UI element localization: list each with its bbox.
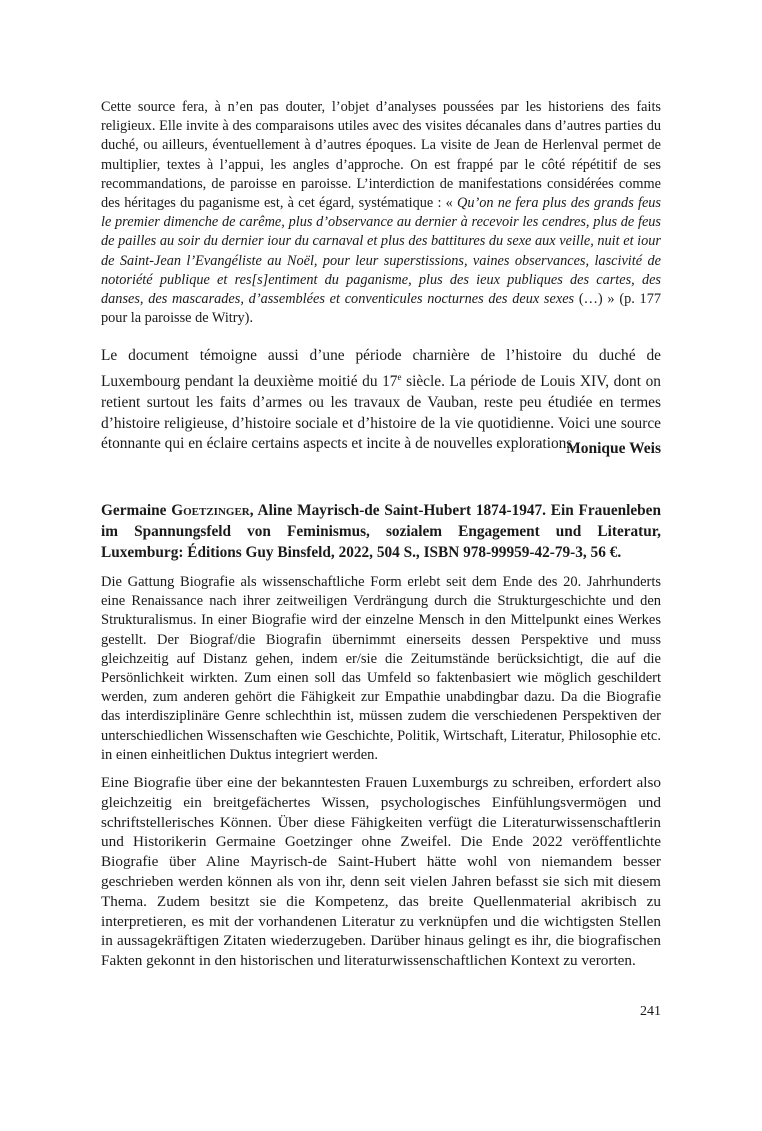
- review2-title-rest: , Aline Mayrisch-de Saint-Hubert 1874-1947. Ein Frauenleben im Spannungsfeld von Feminismus, sozialem Engagement und Literatur, Luxemburg: Éditions Guy Binsfeld, 2022, 504 S., ISBN 978-99959-42-79-3, 56 €.: [101, 502, 661, 561]
- review1-p2-text: Le document témoigne aussi d’une période charnière de l’histoire du duché de Luxembourg pendant la deuxième moitié du 17: [101, 347, 661, 390]
- review2-paragraph-1: Die Gattung Biografie als wissenschaftliche Form erlebt seit dem Ende des 20. Jahrhunderts eine Renaissance nach ihrer zeitweiligen Verdrängung durch die Strukturgeschichte und den Strukturalismus. In einer Biografie wird der einzelne Mensch in den Mittelpunkt eines Werkes gestellt. Der Biograf/die Biografin übernimmt einerseits dessen Perspektive und muss gleichzeitig auf Distanz gehen, indem er/sie die Zeitumstände berücksichtigt, die auf die Persönlichkeit wirkten. Zum einen soll das Umfeld so faktenbasiert wie möglich geschildert werden, zum anderen gehört die Fähigkeit zur Empathie unabdingbar dazu. Da die Biografie das interdisziplinäre Genre schlechthin ist, müssen zudem die verschiedenen Perspektiven der unterschiedlichen Wissenschaften wie Geschichte, Politik, Wirtschaft, Literatur, Philosophie etc. in einen einheitlichen Duktus integriert werden.: [101, 574, 661, 763]
- review2-author-first: Germaine: [101, 502, 172, 519]
- review1-paragraph-1: [101, 98, 661, 328]
- page-number: 241: [640, 1004, 661, 1019]
- review1-p2-end: siècle. La période de Louis XIV, dont on retient surtout les faits d’armes ou les travaux de Vauban, reste peu étudiée en termes d’histoire religieuse, d’histoire sociale et d’histoire de la vie quotidienne. Voici une source étonnante qui en éclaire certains aspects et incite à de nouvelles explorations.: [101, 372, 661, 453]
- century-superscript: e: [397, 371, 402, 382]
- review2-heading: [101, 500, 661, 563]
- review1-signature: Monique Weis: [566, 440, 661, 457]
- review1-p1-text: Cette source fera, à n’en pas douter, l’objet d’analyses poussées par les historiens des faits religieux. Elle invite à des comparaisons utiles avec des visites décanales dans d’autres parties du duché, ou ailleurs, éventuellement à d’autres époques. La visite de Jean de Herlenval permet de multiplier, textes à l’appui, les angles d’approche. On est frappé par le côté répétitif de ses recommandations, de paroisse en paroisse. L’interdiction de manifestations considérées comme des héritages du paganisme est, à cet égard, systématique : «: [101, 99, 661, 212]
- review2-paragraph-2: Eine Biografie über eine der bekanntesten Frauen Luxemburgs zu schreiben, erfordert also gleichzeitig ein breitgefächertes Wissen, psychologisches Einfühlungsvermögen und schriftstellerisches Können. Über diese Fähigkeiten verfügt die Literaturwissenschaftlerin und Historikerin Germaine Goetzinger ohne Zweifel. Die Ende 2022 veröffentlichte Biografie über Aline Mayrisch-de Saint-Hubert hätte wohl von niemandem besser geschrieben werden können als von ihr, denn seit vielen Jahren befasst sie sich mit diesem Thema. Zudem besitzt sie die Kompetenz, das breite Quellenmaterial akribisch zu interpretieren, es mit der vorhandenen Literatur zu verknüpfen und die wichtigsten Stellen in aussagekräftigen Zitaten wiederzugeben. Darüber hinaus gelingt es ihr, die biografischen Fakten gekonnt in den historischen und literaturwissenschaftlichen Kontext zu verorten.: [101, 774, 661, 970]
- review2-author-last: Goetzinger: [171, 502, 250, 519]
- review1-p1-quote: Qu’on ne fera plus des grands feus le premier dimenche de carême, plus d’observance au dernier à recevoir les cendres, plus de feus de pailles au soir du dernier iour du carnaval et plus des battitures du sexe aux veille, nuit et iour de Saint-Jean l’Evangéliste au Noël, pour leur superstissions, vaines observances, lascivité de notoriété publique et res[s]entiment du paganisme, plus des ieux publiques des cartes, des danses, des mascarades, d’assemblées et conventicules nocturnes des deux sexes: [101, 195, 661, 308]
- review1-p1-end: (…) » (p. 177 pour la paroisse de Witry).: [101, 291, 661, 327]
